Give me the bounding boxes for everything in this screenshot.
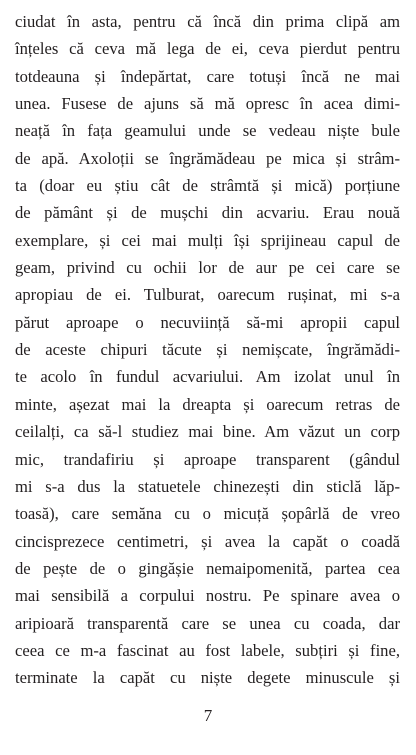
text-line: mic, trandafiriu și aproape transparent (gândul — [15, 449, 400, 469]
text-line: înțeles că ceva mă lega de ei, ceva pierdut pentru — [15, 39, 400, 59]
text-line: minte, așezat mai la dreapta și oarecum retras de — [15, 394, 400, 414]
text-line: ciudat în asta, pentru că încă din prima clipă am — [15, 12, 400, 31]
text-line: cincisprezece centimetri, și avea la capăt o coadă — [15, 531, 400, 551]
text-line: de apă. Axoloții se îngrămădeau pe mica și strâm- — [15, 148, 400, 168]
text-line: mi s-a dus la statuetele chinezești din sticlă lăp- — [15, 476, 400, 496]
text-line: ceilalți, ca să-l studiez mai bine. Am văzut un corp — [15, 422, 400, 442]
text-line: exemplare, și cei mai mulți își sprijineau capul de — [15, 230, 400, 250]
text-line: neață în fața geamului unde se vedeau niște bule — [15, 121, 400, 141]
page-number: 7 — [203, 706, 213, 725]
text-line: terminate la capăt cu niște degete minuscule și — [15, 668, 400, 688]
text-line: totdeauna și îndepărtat, care totuși încă ne mai — [15, 66, 400, 86]
text-line: apropiau de ei. Tulburat, oarecum rușinat, mi s-a — [15, 285, 400, 305]
text-line: de aceste chipuri tăcute și nemișcate, îngrămădi- — [15, 340, 400, 360]
text-line: te acolo în fundul acvariului. Am izolat unul în — [15, 367, 400, 387]
text-line: unea. Fusese de ajuns să mă opresc în acea dimi- — [15, 94, 400, 114]
text-line: geam, privind cu ochii lor de aur pe cei care se — [15, 258, 400, 278]
text-line: de pământ și de mușchi din acvariu. Erau nouă — [15, 203, 400, 223]
text-line: părut aproape o necuviință să-mi apropii capul — [15, 312, 400, 332]
text-line: toasă), care semăna cu o micuță șopârlă de vreo — [15, 504, 400, 524]
text-line: ta (doar eu știu cât de strâmtă și mică) porțiune — [15, 176, 400, 196]
text-line: de pește de o gingășie nemaipomenită, partea cea — [15, 558, 400, 578]
text-line: ceea ce m-a fascinat au fost labele, subțiri și fine, — [15, 640, 400, 660]
body-text — [15, 8, 400, 692]
text-line: aripioară transparentă care se unea cu coada, dar — [15, 613, 400, 633]
text-line: mai sensibilă a corpului nostru. Pe spinare avea o — [15, 586, 400, 606]
